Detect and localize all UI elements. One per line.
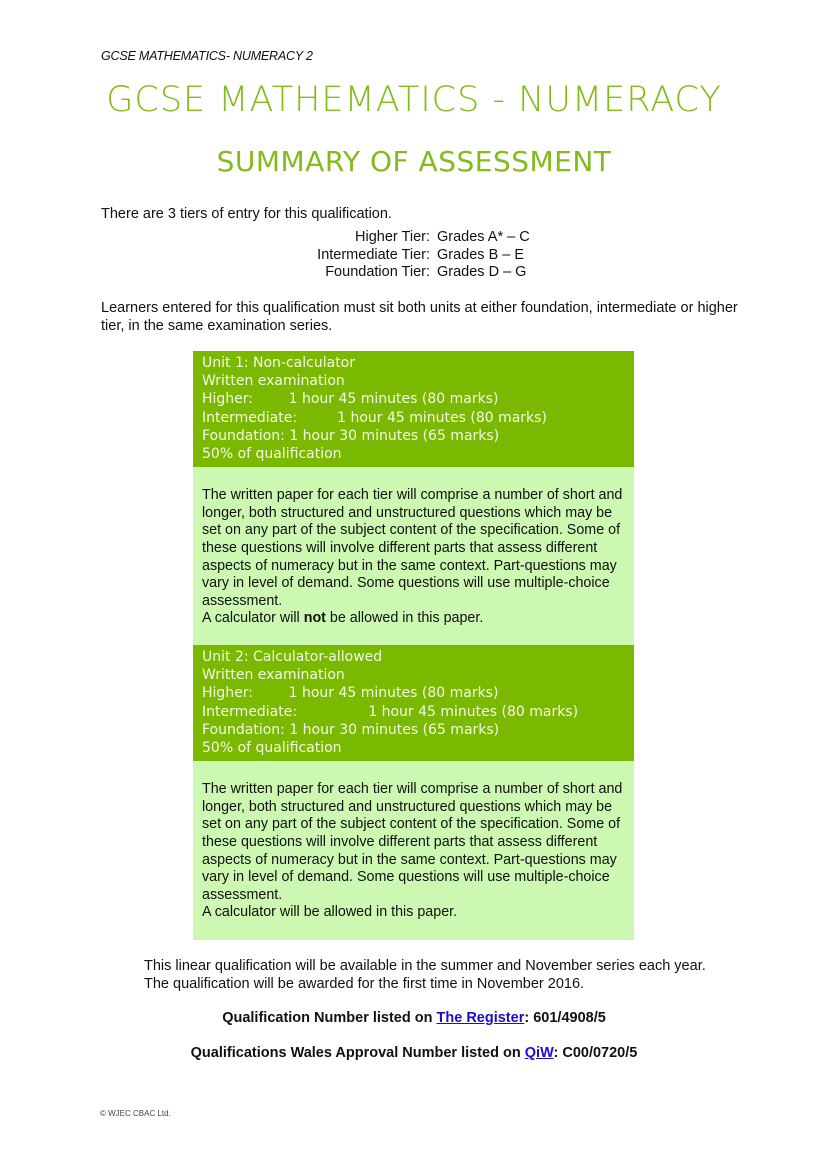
tier-row-intermediate xyxy=(0,247,828,265)
tier-label: Intermediate Tier: xyxy=(317,246,430,263)
wales-approval-prefix: Qualifications Wales Approval Number listed on xyxy=(190,1045,525,1061)
tier-grades: Grades D – G xyxy=(437,264,527,280)
unit-1-description xyxy=(193,467,634,646)
unit-exam-type: Written examination xyxy=(202,667,345,684)
unit-title: Unit 1: Non-calculator xyxy=(202,355,356,371)
qualification-number-line xyxy=(0,1010,828,1026)
tier-grades: Grades A* – C xyxy=(437,229,530,245)
tiers-list xyxy=(0,229,828,282)
wales-approval-line xyxy=(0,1045,828,1061)
learners-paragraph: Learners entered for this qualification must sit both units at either foundation, intermediate or higher tier, in the same examination series. xyxy=(101,300,738,334)
unit-higher-duration: Higher: 1 hour 45 minutes (80 marks) xyxy=(202,685,499,702)
unit-weighting: 50% of qualification xyxy=(202,740,342,757)
calculator-note: A calculator will be allowed in this paper. xyxy=(202,904,458,921)
unit-2-description xyxy=(193,761,634,940)
calculator-note-pre: A calculator will xyxy=(202,610,304,627)
tier-row-higher xyxy=(0,229,828,247)
calculator-note-post: be allowed in this paper. xyxy=(325,610,484,627)
unit-higher-duration: Higher: 1 hour 45 minutes (80 marks) xyxy=(202,391,499,408)
unit-foundation-duration: Foundation: 1 hour 30 minutes (65 marks) xyxy=(202,427,500,444)
tiers-intro: There are 3 tiers of entry for this qualification. xyxy=(101,206,392,222)
unit-weighting: 50% of qualification xyxy=(202,446,342,463)
page-title: GCSE MATHEMATICS - NUMERACY xyxy=(106,80,722,120)
tier-grades: Grades B – E xyxy=(437,246,525,263)
qualification-number-prefix: Qualification Number listed on xyxy=(222,1010,437,1026)
unit-description-text: The written paper for each tier will comprise a number of short and longer, both structured and unstructured questions which may be set on any part of the subject content of the specification. Some of these questions will involve different parts that assess different aspects of numeracy but in the same context. Part-questions may vary in level of demand. Some questions will use multiple-choice assessment. xyxy=(202,487,623,609)
unit-description-text: The written paper for each tier will comprise a number of short and longer, both structured and unstructured questions which may be set on any part of the subject content of the specification. Some of these questions will involve different parts that assess different aspects of numeracy but in the same context. Part-questions may vary in level of demand. Some questions will use multiple-choice assessment. xyxy=(202,781,623,903)
qiw-link[interactable]: QiW xyxy=(524,1045,554,1061)
unit-1-box xyxy=(193,351,634,646)
copyright-notice: © WJEC CBAC Ltd. xyxy=(100,1109,171,1118)
unit-foundation-duration: Foundation: 1 hour 30 minutes (65 marks) xyxy=(202,721,500,738)
unit-2-box xyxy=(193,645,634,940)
unit-intermediate-duration: Intermediate: 1 hour 45 minutes (80 marks) xyxy=(202,703,579,720)
linear-qualification-paragraph: This linear qualification will be available in the summer and November series each year. The qualification will be awarded for the first time in November 2016. xyxy=(144,958,706,992)
unit-intermediate-duration: Intermediate: 1 hour 45 minutes (80 marks) xyxy=(202,409,547,426)
unit-exam-type: Written examination xyxy=(202,373,345,390)
unit-title: Unit 2: Calculator-allowed xyxy=(202,649,383,665)
the-register-link[interactable]: The Register xyxy=(436,1010,525,1026)
tier-label: Higher Tier: xyxy=(355,229,430,245)
page-subtitle: SUMMARY OF ASSESSMENT xyxy=(216,145,612,178)
unit-1-header xyxy=(193,351,634,467)
running-head: GCSE MATHEMATICS- NUMERACY 2 xyxy=(101,49,313,63)
unit-2-header xyxy=(193,645,634,761)
tier-label: Foundation Tier: xyxy=(325,264,430,280)
calculator-note-emphasis: not xyxy=(303,610,326,627)
wales-approval-value: : C00/0720/5 xyxy=(553,1045,638,1061)
tier-row-foundation xyxy=(0,264,828,282)
qualification-number-value: : 601/4908/5 xyxy=(524,1010,606,1026)
